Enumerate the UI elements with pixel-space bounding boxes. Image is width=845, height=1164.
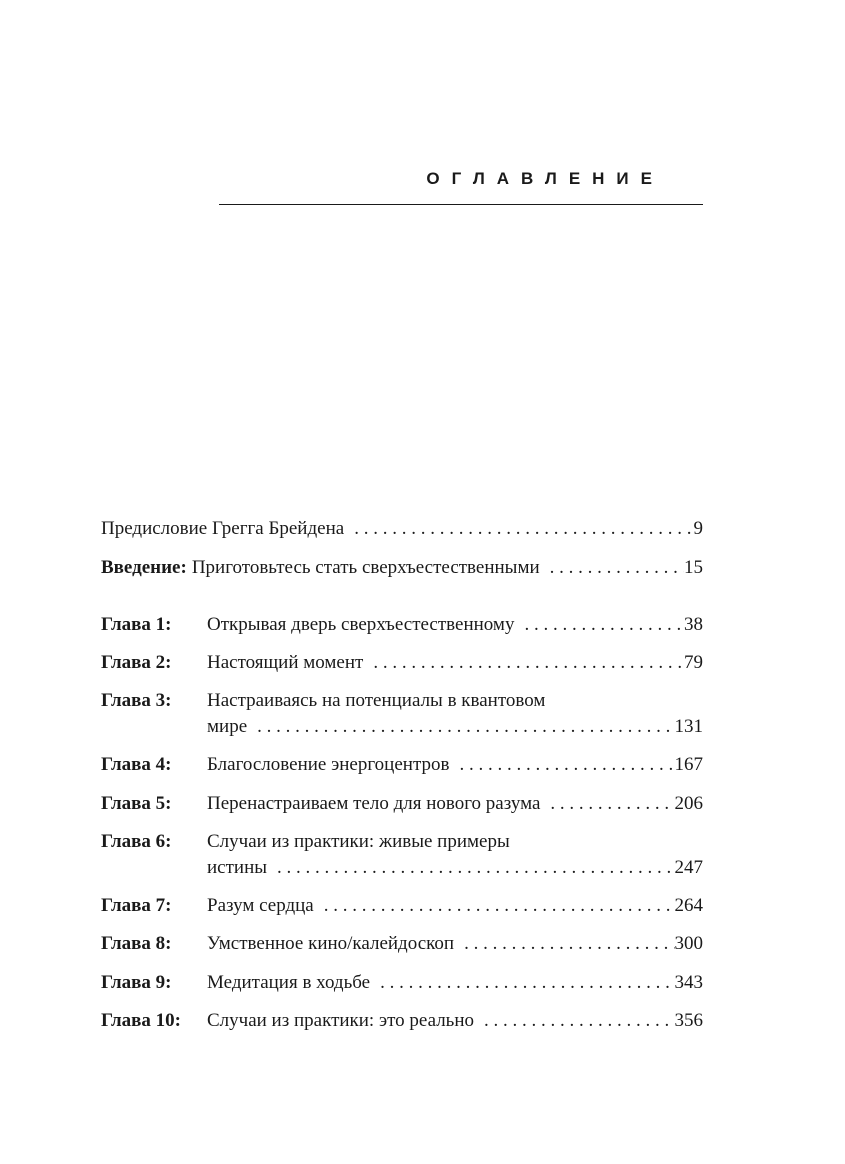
- page-number: 356: [674, 1010, 703, 1031]
- chapter-title: Умственное кино/калейдоскоп: [207, 933, 455, 954]
- toc-entry-chapter-1[interactable]: [101, 612, 703, 638]
- entry-label: Введение:: [101, 557, 187, 578]
- chapter-title: Перенастраиваем тело для нового разума: [207, 793, 541, 814]
- chapter-title: Благословение энергоцентров: [207, 754, 450, 775]
- chapter-label: Глава 10:: [101, 1010, 181, 1031]
- chapter-label: Глава 6:: [101, 831, 172, 852]
- dot-leader: [540, 791, 674, 817]
- toc-entry-chapter-9[interactable]: [101, 970, 703, 996]
- chapter-title: Настраиваясь на потенциалы в квантовом: [207, 690, 546, 711]
- dot-leader: [344, 516, 693, 542]
- toc-entry-introduction[interactable]: [101, 555, 703, 581]
- chapter-title: Настоящий момент: [207, 652, 364, 673]
- dot-leader: [370, 970, 674, 996]
- chapter-label: Глава 5:: [101, 793, 172, 814]
- dot-leader: [454, 931, 674, 957]
- page-number: 131: [674, 716, 703, 737]
- chapter-title: Открывая дверь сверхъестественному: [207, 614, 515, 635]
- toc-entry-chapter-10[interactable]: [101, 1008, 703, 1034]
- page-number: 206: [674, 793, 703, 814]
- chapter-label: Глава 9:: [101, 972, 172, 993]
- title-divider: [219, 204, 703, 205]
- toc-entry-preface[interactable]: [101, 516, 703, 542]
- chapter-label: Глава 1:: [101, 614, 172, 635]
- page-number: 167: [674, 754, 703, 775]
- page-number: 9: [693, 518, 703, 539]
- chapter-label: Глава 8:: [101, 933, 172, 954]
- chapter-title: Случаи из практики: это реально: [207, 1010, 475, 1031]
- page-number: 15: [684, 557, 703, 578]
- chapter-label: Глава 4:: [101, 754, 172, 775]
- toc-entry-chapter-8[interactable]: [101, 931, 703, 957]
- dot-leader: [449, 752, 674, 778]
- toc-entry-chapter-3[interactable]: [101, 688, 703, 740]
- toc-entry-chapter-6[interactable]: [101, 829, 703, 881]
- chapter-title: Разум сердца: [207, 895, 314, 916]
- chapter-title: Случаи из практики: живые примеры: [207, 831, 510, 852]
- dot-leader: [247, 714, 674, 740]
- dot-leader: [314, 893, 675, 919]
- chapter-title-continued: мире: [207, 716, 248, 737]
- page-number: 247: [674, 857, 703, 878]
- dot-leader: [267, 855, 674, 881]
- entry-title: Приготовьтесь стать сверхъестественными: [191, 557, 540, 578]
- page-number: 38: [684, 614, 703, 635]
- dot-leader: [363, 650, 684, 676]
- page-number: 300: [674, 933, 703, 954]
- chapter-label: Глава 7:: [101, 895, 172, 916]
- entry-title: Предисловие Грегга Брейдена: [101, 518, 345, 539]
- page-title: ОГЛАВЛЕНИЕ: [426, 169, 664, 188]
- toc-entry-chapter-2[interactable]: [101, 650, 703, 676]
- page-number: 343: [674, 972, 703, 993]
- page-number: 79: [684, 652, 703, 673]
- dot-leader: [514, 612, 684, 638]
- chapter-title-continued: истины: [207, 857, 268, 878]
- toc-entry-chapter-5[interactable]: [101, 791, 703, 817]
- dot-leader: [474, 1008, 674, 1034]
- toc-entry-chapter-7[interactable]: [101, 893, 703, 919]
- page-number: 264: [674, 895, 703, 916]
- chapter-title: Медитация в ходьбе: [207, 972, 371, 993]
- chapter-label: Глава 3:: [101, 690, 172, 711]
- toc-entry-chapter-4[interactable]: [101, 752, 703, 778]
- chapter-label: Глава 2:: [101, 652, 172, 673]
- dot-leader: [540, 555, 684, 581]
